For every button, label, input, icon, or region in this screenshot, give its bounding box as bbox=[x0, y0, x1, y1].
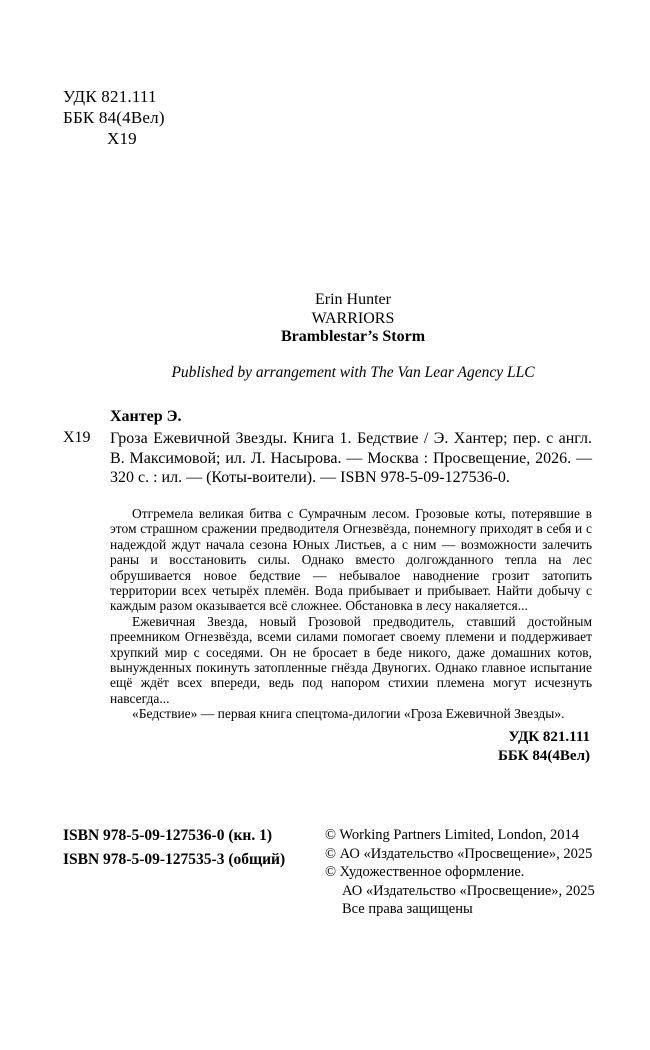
copyright-line: © Художественное оформление. bbox=[325, 864, 525, 881]
isbn-common: ISBN 978-5-09-127535-3 (общий) bbox=[63, 851, 286, 868]
copyright-block bbox=[325, 826, 595, 919]
isbn-book: ISBN 978-5-09-127536-0 (кн. 1) bbox=[63, 827, 273, 844]
udk-code-bottom: УДК 821.111 bbox=[508, 729, 590, 745]
catalog-entry-text: Гроза Ежевичной Звезды. Книга 1. Бедствие / Э. Хантер; пер. с англ. В. Максимовой; ил. Л. Насырова. — Москва : Просвещение, 2026. — 320 с. : ил. — (Коты-воители). — ISBN 978-5-09-127536-0. bbox=[110, 430, 592, 486]
title-block bbox=[110, 291, 596, 347]
copyright-line: АО «Издательство «Просвещение», 2025 bbox=[342, 882, 595, 899]
author-sign-top: Х19 bbox=[107, 129, 137, 148]
classification-codes-top bbox=[63, 86, 165, 149]
annotation-paragraph-2: Ежевичная Звезда, новый Грозовой предводитель, ставший достойным преемником Огнезвёзда, всеми силами помогает своему племени и поддерживает хрупкий мир с соседями. Он не бросает в беде никого, даже домашних котов, вынужденных покинуть затопленные гнёзда Двуногих. Однако главное испытание ещё ждёт всех впереди, ведь под напором стихии племена могут исчезнуть навсегда... bbox=[110, 613, 592, 706]
isbn-block bbox=[63, 824, 285, 872]
copyright-line: Все права защищены bbox=[342, 901, 473, 918]
agency-line: Published by arrangement with The Van Lear Agency LLC bbox=[171, 364, 535, 381]
classification-codes-bottom bbox=[498, 728, 590, 765]
bbk-code-bottom: ББК 84(4Вел) bbox=[497, 747, 590, 764]
author-name-en: Erin Hunter bbox=[315, 291, 391, 308]
author-sign-margin: Х19 bbox=[63, 429, 91, 446]
annotation-paragraph-3: «Бедствие» — первая книга спецтома-дилогии «Гроза Ежевичной Звезды». bbox=[132, 706, 565, 722]
series-name-en: WARRIORS bbox=[311, 309, 395, 327]
copyright-line: © АО «Издательство «Просвещение», 2025 bbox=[325, 845, 593, 862]
book-title-en: Bramblestar’s Storm bbox=[280, 328, 426, 345]
catalog-author-heading: Хантер Э. bbox=[110, 408, 182, 425]
annotation-paragraph-1: Отгремела великая битва с Сумрачным лесом. Грозовые коты, потерявшие в этом страшном сражении предводителя Огнезвёзда, понемногу приходят в себя и с надеждой ждут начала сезона Юных Листьев, а с ним — возможности залечить раны и восстановить силы. Однако вместо долгожданного тепла на лес обрушивается новое бедствие — небывалое наводнение грозит затопить территории всех четырёх племён. Вода прибывает и прибывает. Найти добычу с каждым разом оказывается всё сложнее. Обстановка в лесу накаляется... bbox=[110, 506, 592, 614]
copyright-line: © Working Partners Limited, London, 2014 bbox=[325, 827, 580, 843]
udk-code-top: УДК 821.111 bbox=[63, 87, 157, 106]
annotation-block bbox=[110, 506, 592, 722]
bbk-code-top: ББК 84(4Вел) bbox=[63, 108, 165, 127]
